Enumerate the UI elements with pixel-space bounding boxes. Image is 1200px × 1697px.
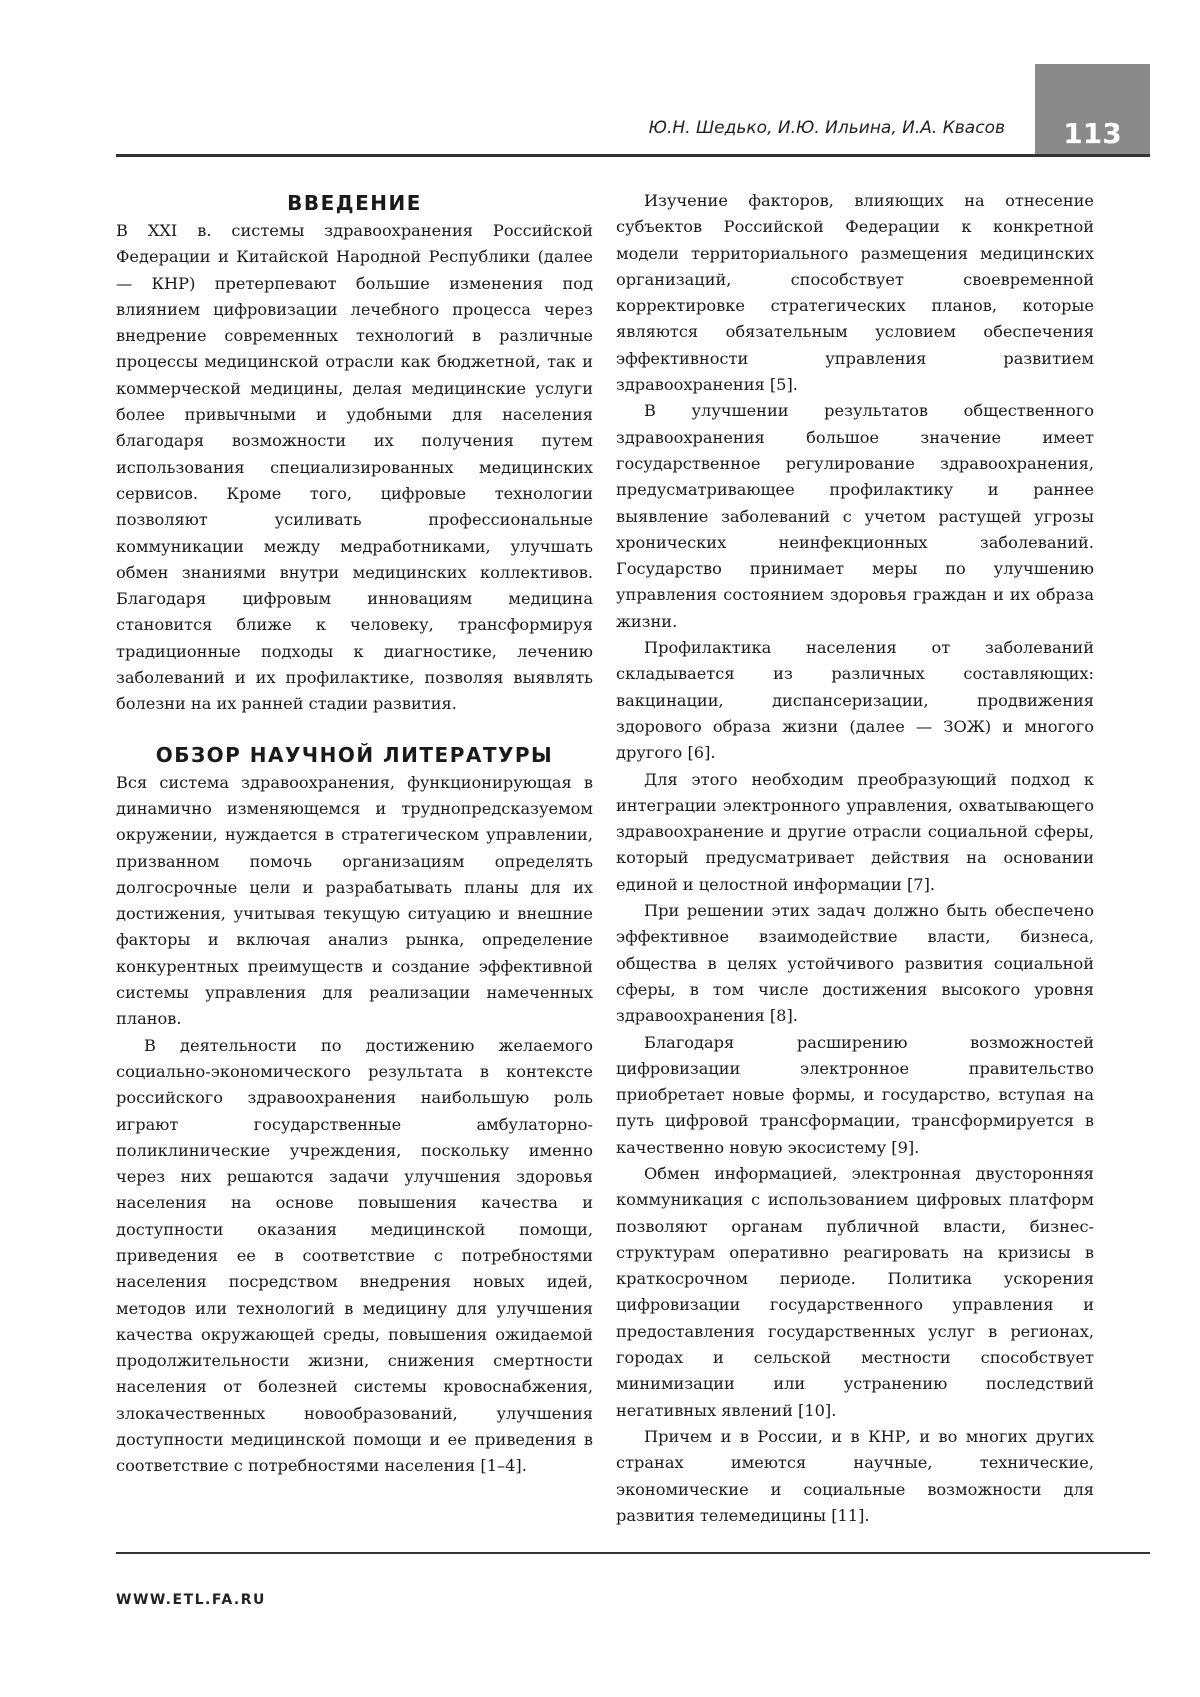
footer-url: WWW.ETL.FA.RU: [116, 1592, 266, 1608]
right-paragraph-4: Для этого необходим преобразующий подход к интеграции электронного управления, охватывающего здравоохранение и другие отрасли социальной сферы, который предусматривает действия на основании единой и целостной информации [7].: [616, 769, 1094, 894]
running-header-authors: Ю.Н. Шедько, И.Ю. Ильина, И.А. Квасов: [648, 118, 1005, 138]
right-paragraph-1: Изучение факторов, влияющих на отнесение субъектов Российской Федерации к конкретной модели территориального размещения медицинских организаций, способствует своевременной корректировке стратегических планов, которые являются обязательным условием обеспечения эффективности управления развитием здравоохранения [5].: [616, 191, 1094, 395]
header-rule: [116, 154, 1150, 157]
intro-paragraph: В XXI в. системы здравоохранения Российской Федерации и Китайской Народной Республики (далее — КНР) претерпевают большие изменения под влиянием цифровизации лечебного процесса через внедрение современных технологий в различные процессы медицинской отрасли как бюджетной, так и коммерческой медицины, делая медицинские услуги более привычными и удобными для населения благодаря возможности их получения путем использования специализированных медицинских сервисов. Кроме того, цифровые технологии позволяют усиливать профессиональные коммуникации между медработниками, улучшать обмен знаниями внутри медицинских коллективов. Благодаря цифровым инновациям медицина становится ближе к человеку, трансформируя традиционные подходы к диагностике, лечению заболеваний и их профилактике, позволяя выявлять болезни на их ранней стадии развития.: [116, 221, 593, 714]
right-paragraph-6: Благодаря расширению возможностей цифровизации электронное правительство приобретает новые формы, и государство, вступая на путь цифровой трансформации, трансформируется в качественно новую экосистему [9].: [616, 1032, 1094, 1157]
right-paragraph-2: В улучшении результатов общественного здравоохранения большое значение имеет государственное регулирование здравоохранения, предусматривающее профилактику и раннее выявление заболеваний с учетом растущей угрозы хронических неинфекционных заболеваний. Государство принимает меры по улучшению управления состоянием здоровья граждан и их образа жизни.: [616, 401, 1094, 631]
review-paragraph-2: В деятельности по достижению желаемого социально-экономического результата в контексте российского здравоохранения наибольшую роль играют государственные амбулаторно-поликлинические учреждения, поскольку именно через них решаются задачи улучшения здоровья населения на основе повышения качества и доступности оказания медицинской помощи, приведения ее в соответствие с потребностями населения посредством внедрения новых идей, методов или технологий в медицину для улучшения качества окружающей среды, повышения ожидаемой продолжительности жизни, снижения смертности населения от болезней системы кровоснабжения, злокачественных новообразований, улучшения доступности медицинской помощи и ее приведения в соответствие с потребностями населения [1–4].: [116, 1035, 593, 1476]
right-paragraph-8: Причем и в России, и в КНР, и во многих других странах имеются научные, технические, экономические и социальные возможности для развития телемедицины [11].: [616, 1426, 1094, 1525]
left-column: [116, 188, 593, 1480]
review-paragraph-1: Вся система здравоохранения, функционирующая в динамично изменяющемся и труднопредсказуемом окружении, нуждается в стратегическом управлении, призванном помочь организациям определять долгосрочные цели и разрабатывать планы для их достижения, учитывая текущую ситуацию и внешние факторы и включая анализ рынка, определение конкурентных преимуществ и создание эффективной системы управления для реализации намеченных планов.: [116, 772, 593, 1029]
right-column: [616, 188, 1094, 1529]
right-paragraph-3: Профилактика населения от заболеваний складывается из различных составляющих: вакцинации, диспансеризации, продвижения здорового образа жизни (далее — ЗОЖ) и многого другого [6].: [616, 638, 1094, 763]
right-paragraph-5: При решении этих задач должно быть обеспечено эффективное взаимодействие власти, бизнеса, общества в целях устойчивого развития социальной сферы, в том числе достижения высокого уровня здравоохранения [8].: [616, 901, 1094, 1026]
footer-rule: [116, 1552, 1150, 1554]
right-paragraph-7: Обмен информацией, электронная двусторонняя коммуникация с использованием цифровых платформ позволяют органам публичной власти, бизнес-структурам оперативно реагировать на кризисы в краткосрочном периоде. Политика ускорения цифровизации государственного управления и предоставления государственных услуг в регионах, городах и сельской местности способствует минимизации или устранению последствий негативных явлений [10].: [616, 1163, 1094, 1420]
heading-introduction: ВВЕДЕНИЕ: [287, 191, 422, 215]
page-number: 113: [1063, 117, 1122, 150]
page-number-tab: [1035, 64, 1150, 154]
heading-literature-review: ОБЗОР НАУЧНОЙ ЛИТЕРАТУРЫ: [155, 742, 554, 767]
